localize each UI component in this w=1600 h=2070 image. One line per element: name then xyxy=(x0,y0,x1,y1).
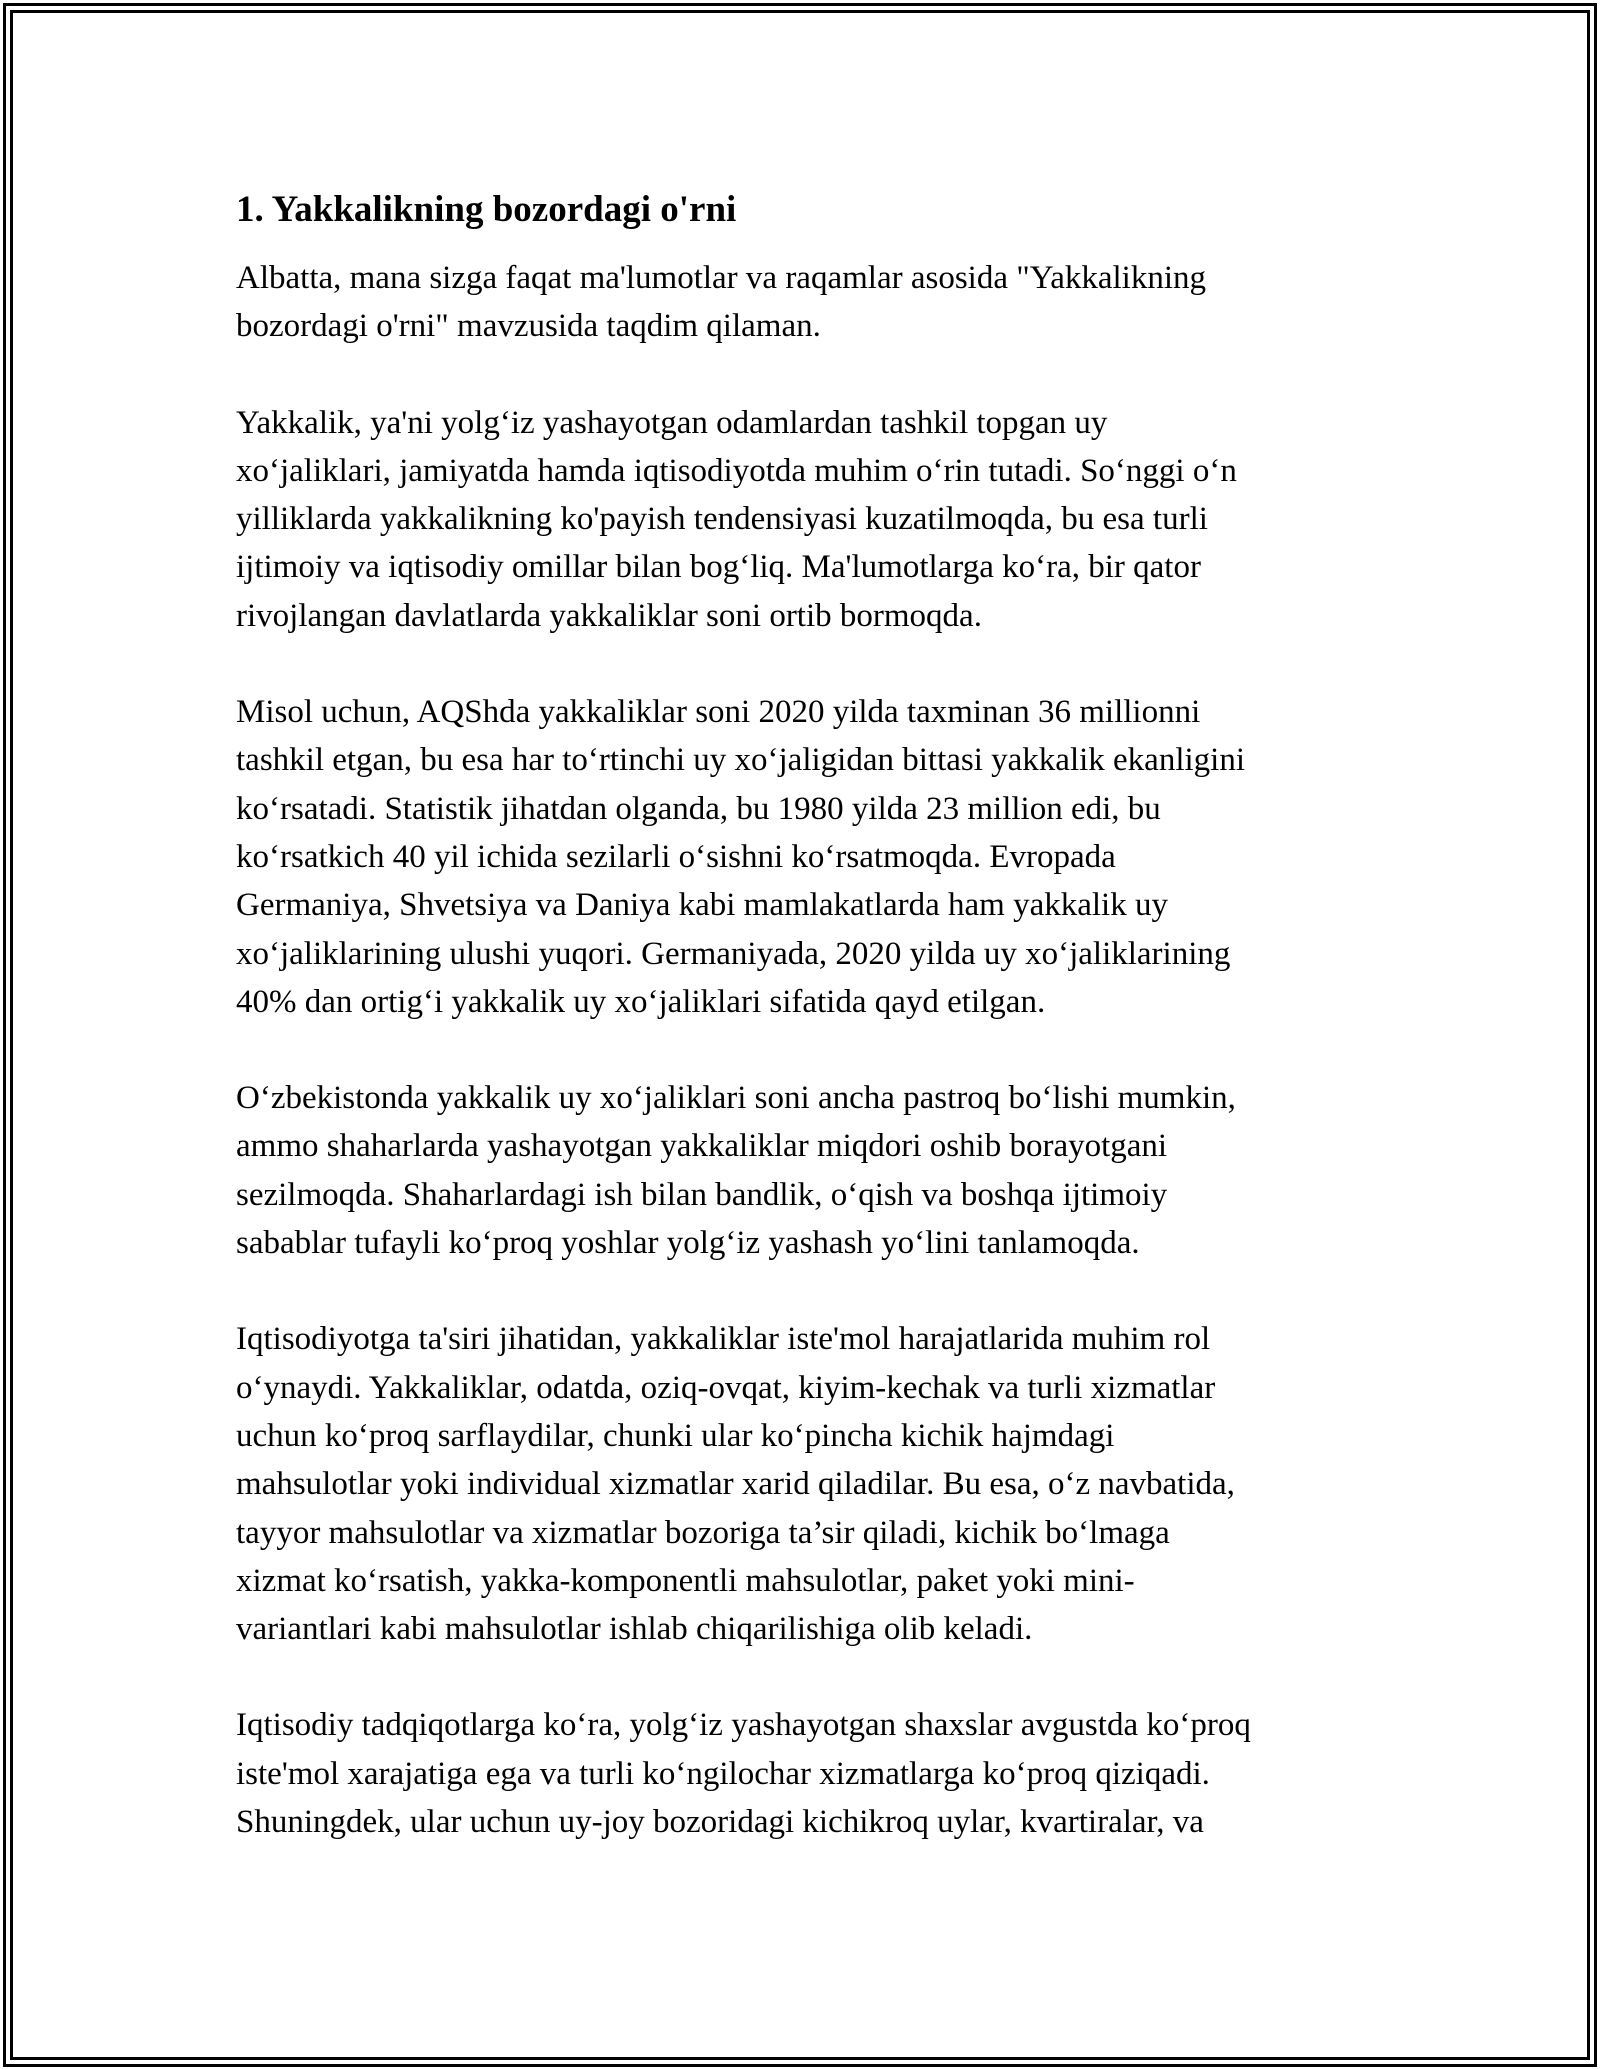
text-line: xizmat ko‘rsatish, yakka-komponentli mahsulotlar, paket yoki mini- xyxy=(236,1562,1135,1599)
text-line: ammo shaharlarda yashayotgan yakkaliklar miqdori oshib borayotgani xyxy=(236,1128,1168,1165)
paragraph-usa-europe xyxy=(236,688,1376,1026)
text-line: rivojlangan davlatlarda yakkaliklar soni ortib bormoqda. xyxy=(236,597,982,634)
text-line: bozordagi o'rni" mavzusida taqdim qilaman. xyxy=(236,308,821,345)
text-line: sezilmoqda. Shaharlardagi ish bilan bandlik, o‘qish va boshqa ijtimoiy xyxy=(236,1176,1168,1213)
text-line: Iqtisodiy tadqiqotlarga ko‘ra, yolg‘iz yashayotgan shaxslar avgustda ko‘proq xyxy=(236,1707,1251,1744)
text-line: ko‘rsatkich 40 yil ichida sezilarli o‘sishni ko‘rsatmoqda. Evropada xyxy=(236,838,1116,875)
text-line: mahsulotlar yoki individual xizmatlar xarid qiladilar. Bu esa, o‘z navbatida, xyxy=(236,1466,1235,1503)
text-line: yilliklarda yakkalikning ko'payish tendensiyasi kuzatilmoqda, bu esa turli xyxy=(236,501,1208,538)
text-line: uchun ko‘proq sarflaydilar, chunki ular ko‘pincha kichik hajmdagi xyxy=(236,1417,1115,1454)
text-line: xo‘jaliklari, jamiyatda hamda iqtisodiyotda muhim o‘rin tutadi. So‘nggi o‘n xyxy=(236,452,1237,489)
text-line: ko‘rsatadi. Statistik jihatdan olganda, bu 1980 yilda 23 million edi, bu xyxy=(236,790,1161,827)
text-line: Germaniya, Shvetsiya va Daniya kabi mamlakatlarda ham yakkalik uy xyxy=(236,887,1168,924)
text-line: Misol uchun, AQShda yakkaliklar soni 2020 yilda taxminan 36 millionni xyxy=(236,694,1201,731)
text-line: iste'mol xarajatiga ega va turli ko‘ngilochar xizmatlarga ko‘proq qiziqadi. xyxy=(236,1755,1210,1792)
text-line: Albatta, mana sizga faqat ma'lumotlar va raqamlar asosida "Yakkalikning xyxy=(236,260,1207,296)
paragraph-uzbekistan xyxy=(236,1074,1376,1267)
paragraph-research xyxy=(236,1701,1376,1846)
text-line: sabablar tufayli ko‘proq yoshlar yolg‘iz yashash yo‘lini tanlamoqda. xyxy=(236,1225,1140,1262)
text-line: ijtimoiy va iqtisodiy omillar bilan bog‘liq. Ma'lumotlarga ko‘ra, bir qator xyxy=(236,549,1201,586)
text-line: tayyor mahsulotlar va xizmatlar bozoriga ta’sir qiladi, kichik bo‘lmaga xyxy=(236,1514,1170,1551)
text-line: Yakkalik, ya'ni yolg‘iz yashayotgan odamlardan tashkil topgan uy xyxy=(236,404,1108,441)
text-line: Shuningdek, ular uchun uy-joy bozoridagi kichikroq uylar, kvartiralar, va xyxy=(236,1804,1204,1841)
text-line: O‘zbekistonda yakkalik uy xo‘jaliklari soni ancha pastroq bo‘lishi mumkin, xyxy=(236,1080,1236,1117)
text-line: variantlari kabi mahsulotlar ishlab chiqarilishiga olib keladi. xyxy=(236,1611,1033,1648)
paragraph-economy xyxy=(236,1315,1376,1653)
section-heading: 1. Yakkalikning bozordagi o'rni xyxy=(236,189,737,230)
paragraph-definition xyxy=(236,399,1376,640)
text-line: o‘ynaydi. Yakkaliklar, odatda, oziq-ovqat, kiyim-kechak va turli xizmatlar xyxy=(236,1369,1216,1406)
text-line: tashkil etgan, bu esa har to‘rtinchi uy xo‘jaligidan bittasi yakkalik ekanligini xyxy=(236,742,1245,779)
text-line: Iqtisodiyotga ta'siri jihatidan, yakkaliklar iste'mol harajatlarida muhim rol xyxy=(236,1321,1211,1358)
document-body xyxy=(236,186,1376,1894)
text-line: 40% dan ortig‘i yakkalik uy xo‘jaliklari sifatida qayd etilgan. xyxy=(236,983,1046,1020)
text-line: xo‘jaliklarining ulushi yuqori. Germaniyada, 2020 yilda uy xo‘jaliklarining xyxy=(236,935,1231,972)
paragraph-intro xyxy=(236,254,1376,351)
